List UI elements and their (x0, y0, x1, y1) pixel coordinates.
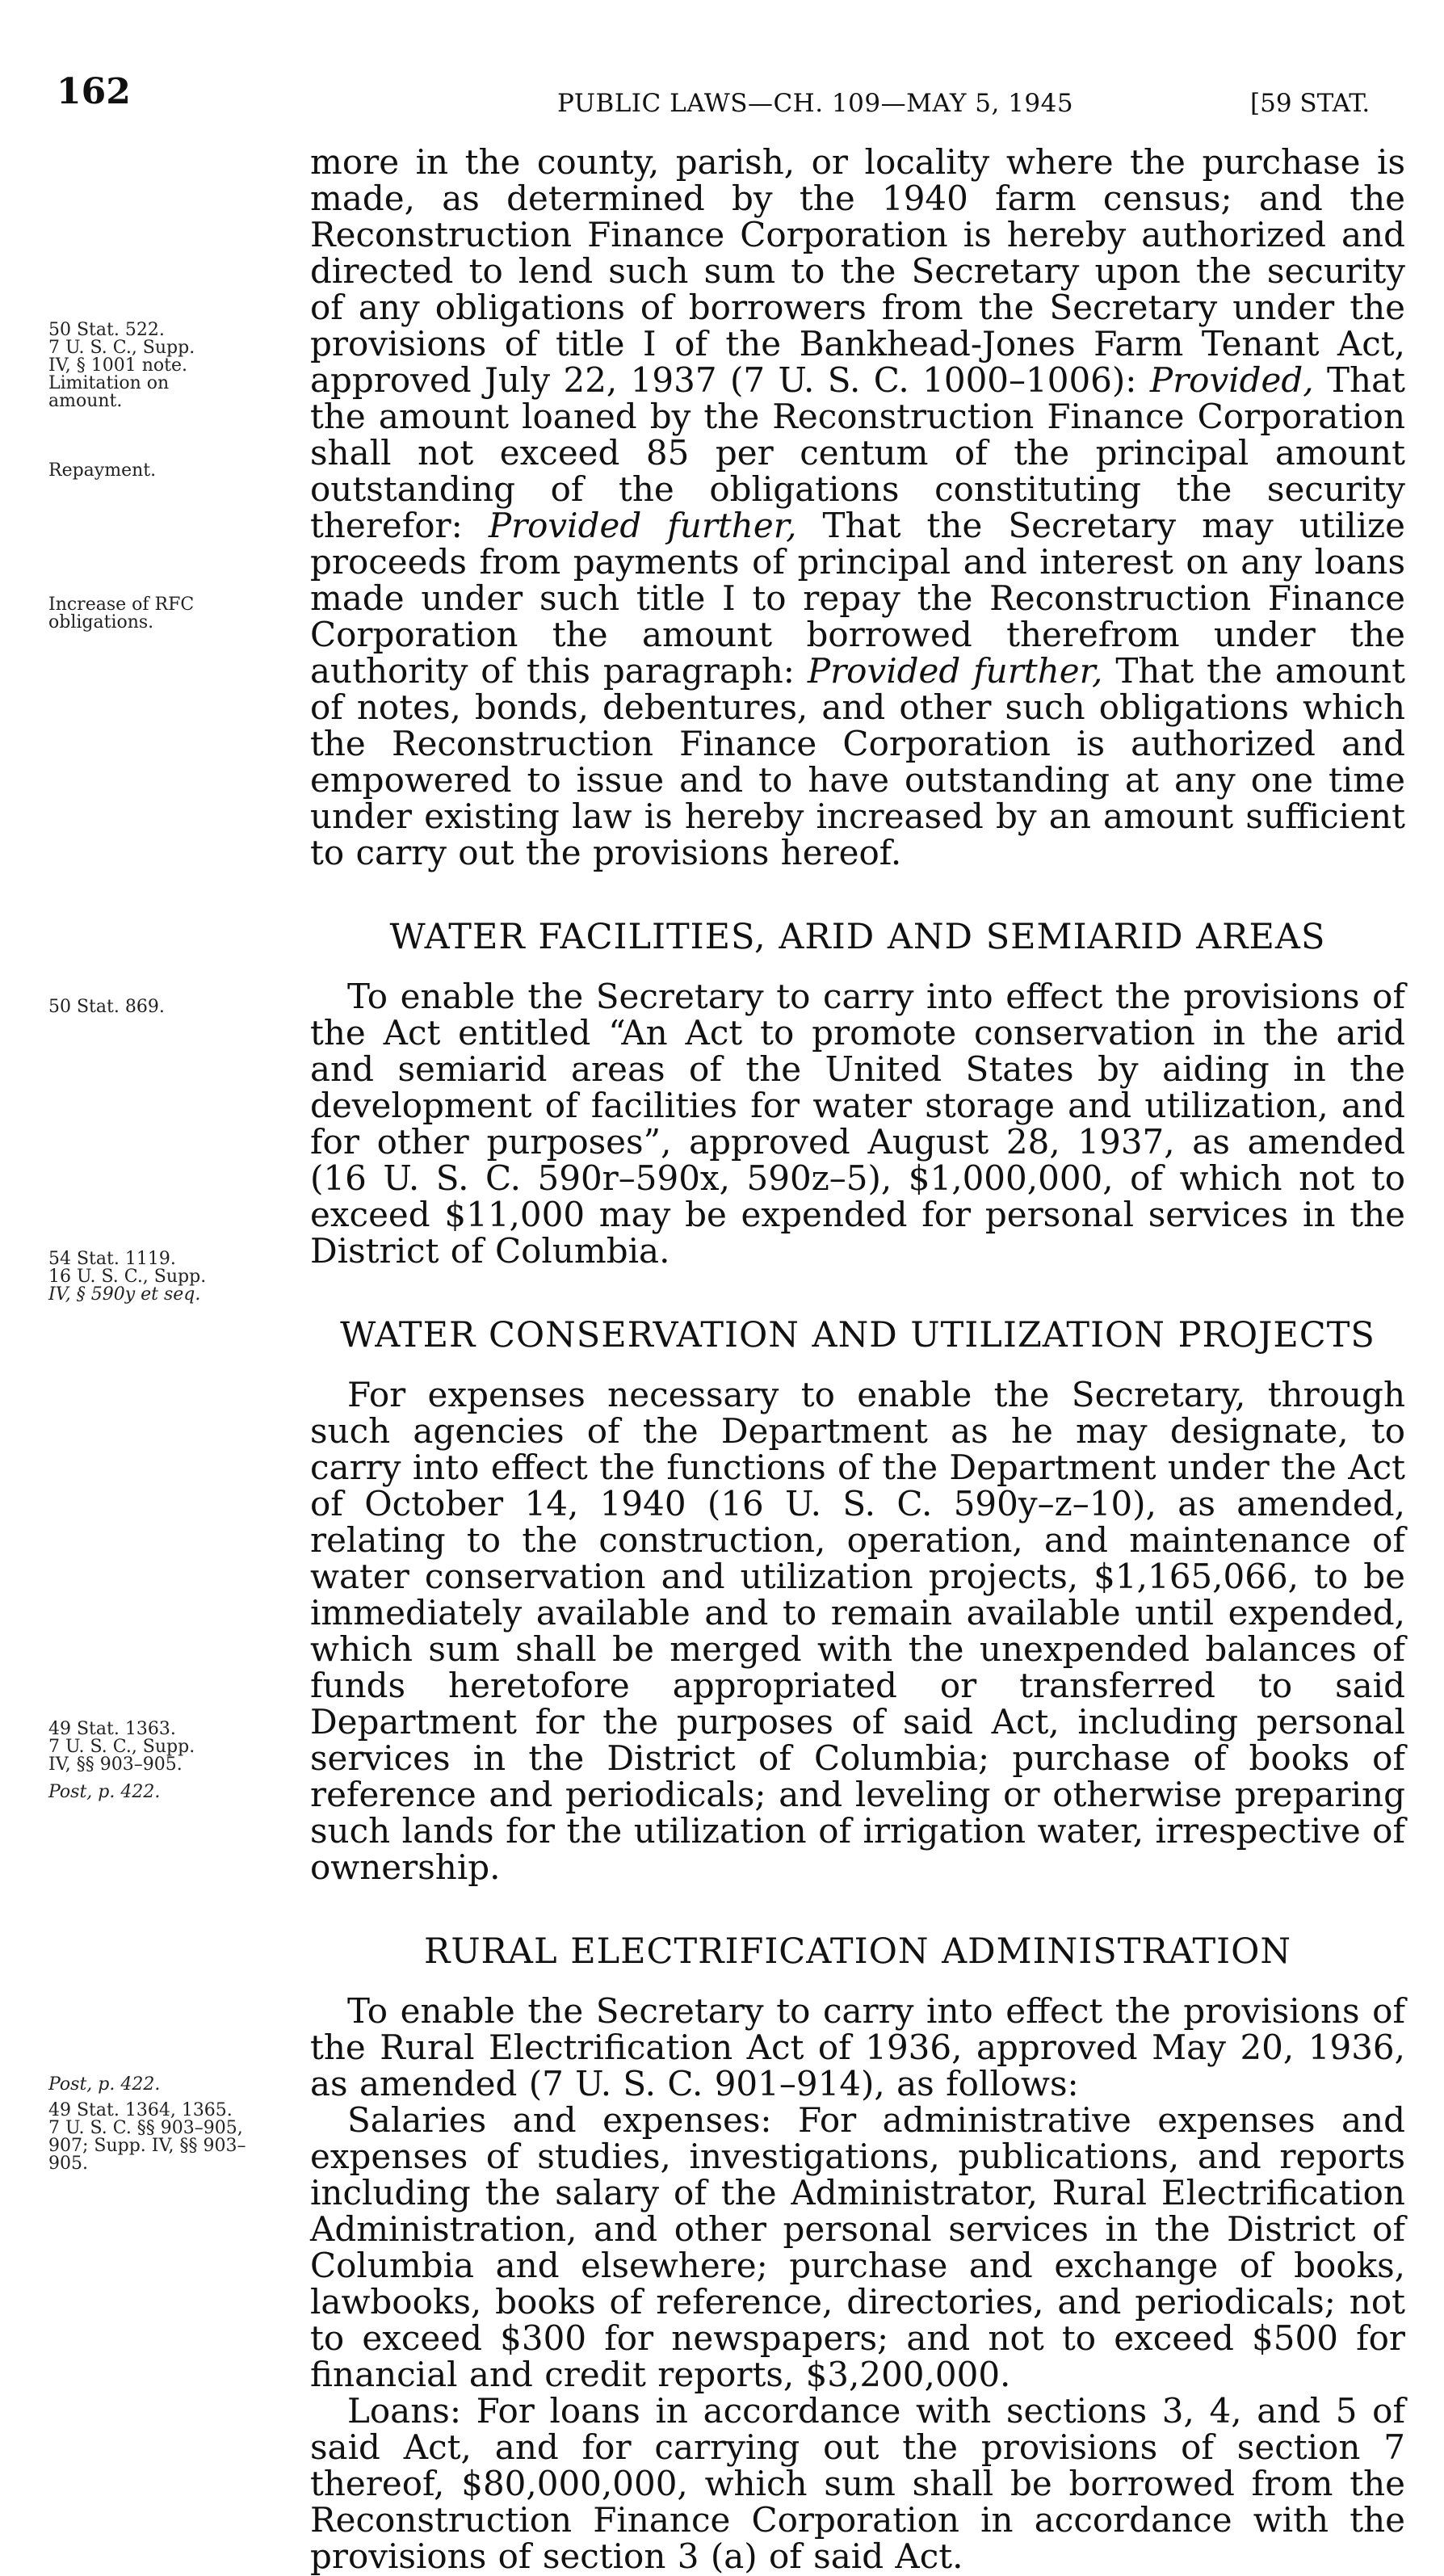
margin-note (48, 998, 291, 1016)
margin-note-line: IV, §§ 903–905. (48, 1754, 183, 1775)
text-run: That the amount of notes, bonds, debentures, and other such obligations which the Reconstruction Finance Corporation is authorized and empowered to issue and to have outstanding at any one time under existing law is hereby increased by an amount sufficient to carry out the provisions hereof. (310, 651, 1405, 872)
margin-note-line: 7 U. S. C. §§ 903–905, (48, 2118, 243, 2138)
margin-note-line: 7 U. S. C., Supp. (48, 1737, 195, 1757)
main-text (310, 144, 1405, 2574)
proviso-phrase: Provided further, (807, 651, 1103, 691)
margin-note (48, 2076, 291, 2173)
margin-note-line: 54 Stat. 1119. (48, 1249, 176, 1269)
running-head: PUBLIC LAWS—CH. 109—MAY 5, 1945 (557, 89, 1074, 118)
section-heading-water-facilities: WATER FACILITIES, ARID AND SEMIARID AREAS (389, 917, 1326, 957)
margin-note-line: 50 Stat. 522. (48, 320, 165, 340)
section-heading-rural-electrification: RURAL ELECTRIFICATION ADMINISTRATION (423, 1931, 1292, 1972)
margin-note-line: 7 U. S. C., Supp. (48, 338, 195, 358)
continued-paragraph (310, 144, 1405, 871)
margin-note-line: 905. (48, 2154, 88, 2174)
text-run: That the Secretary may utilize proceeds from payments of principal and interest on any loans made under such title I to repay the Reconstruction Finance Corporation the amount borrowed therefrom under the authority of this paragraph: (310, 506, 1406, 691)
margin-note (48, 462, 291, 480)
margin-note-line: obligations. (48, 612, 154, 632)
margin-note-line: Post, p. 422. (48, 2074, 161, 2095)
section-paragraph: Salaries and expenses: For administrative expenses and expenses of studies, investigations, publications, and reports including the salary of the Administrator, Rural Electrification Administration, and other personal services in the District of Columbia and elsewhere; purchase and exchange of books, lawbooks, books of reference, directories, and periodicals; not to exceed $300 for newspapers; and not to exceed $500 for financial and credit reports, $3,200,000. (310, 2100, 1405, 2394)
proviso-phrase: Provided further, (488, 506, 797, 545)
margin-note-line: 49 Stat. 1364, 1365. (48, 2100, 233, 2120)
section-paragraph: Loans: For loans in accordance with sections 3, 4, and 5 of said Act, and for carrying out the provisions of section 7 thereof, $80,000,000, which sum shall be borrowed from the Reconstruction Finance Corporation in accordance with the provisions of section 3 (a) of said Act. (310, 2391, 1405, 2576)
section-paragraph: To enable the Secretary to carry into effect the provisions of the Act entitled “An Act to promote conservation in the arid and semiarid areas of the United States by aiding in the development of facilities for water storage and utilization, and for other purposes”, approved August 28, 1937, as amended (16 U. S. C. 590r–590x, 590z–5), $1,000,000, of which not to exceed $11,000 may be expended for personal services in the District of Columbia. (310, 977, 1405, 1271)
margin-note-line: IV, § 590y et seq. (48, 1284, 201, 1305)
margin-note (48, 596, 291, 632)
margin-note-line: 16 U. S. C., Supp. (48, 1267, 207, 1287)
page-number: 162 (57, 71, 131, 112)
section-paragraph: For expenses necessary to enable the Secretary, through such agencies of the Department as he may designate, to carry into effect the functions of the Department under the Act of October 14, 1940 (16 U. S. C. 590y–z–10), as amended, relating to the construction, operation, and maintenance of water conservation and utilization projects, $1,165,066, to be immediately available and to remain available until expended, which sum shall be merged with the unexpended balances of funds heretofore appropriated or transferred to said Department for the purposes of said Act, including personal services in the District of Columbia; purchase of books of reference and periodicals; and leveling or otherwise preparing such lands for the utilization of irrigation water, irrespective of ownership. (310, 1375, 1405, 1887)
margin-note-line: 907; Supp. IV, §§ 903– (48, 2136, 246, 2156)
margin-note (48, 321, 291, 410)
text-run: more in the county, parish, or locality where the purchase is made, as determined by the 1940 farm census; and the Reconstruction Finance Corporation is hereby authorized and directed to lend such sum to the Secretary upon the security of any obligations of borrowers from the Secretary under the provisions of title I of the Bankhead-Jones Farm Tenant Act, approved July 22, 1937 (7 U. S. C. 1000–1006): (310, 142, 1405, 400)
proviso-phrase: Provided, (1149, 360, 1314, 400)
margin-note (48, 1721, 291, 1801)
section-heading-water-conservation: WATER CONSERVATION AND UTILIZATION PROJECTS (340, 1315, 1375, 1355)
section-paragraph: To enable the Secretary to carry into effect the provisions of the Rural Electrification Act of 1936, approved May 20, 1936, as amended (7 U. S. C. 901–914), as follows: (310, 1991, 1405, 2103)
margin-note-line: Post, p. 422. (48, 1782, 161, 1802)
statute-reference: [59 STAT. (1250, 89, 1371, 118)
margin-note-line: Limitation on (48, 373, 170, 393)
margin-note-line: amount. (48, 391, 123, 411)
margin-note-line: 49 Stat. 1363. (48, 1719, 176, 1739)
margin-note-line: Repayment. (48, 460, 157, 481)
margin-note-line: IV, § 1001 note. (48, 355, 187, 376)
margin-note-line: Increase of RFC (48, 595, 195, 615)
text-run: That the amount loaned by the Reconstruction Finance Corporation shall not exceed 85 per centum of the principal amount outstanding of the obligations constituting the security therefor: (310, 360, 1405, 545)
margin-note (48, 1250, 291, 1304)
margin-note-line: 50 Stat. 869. (48, 997, 165, 1017)
